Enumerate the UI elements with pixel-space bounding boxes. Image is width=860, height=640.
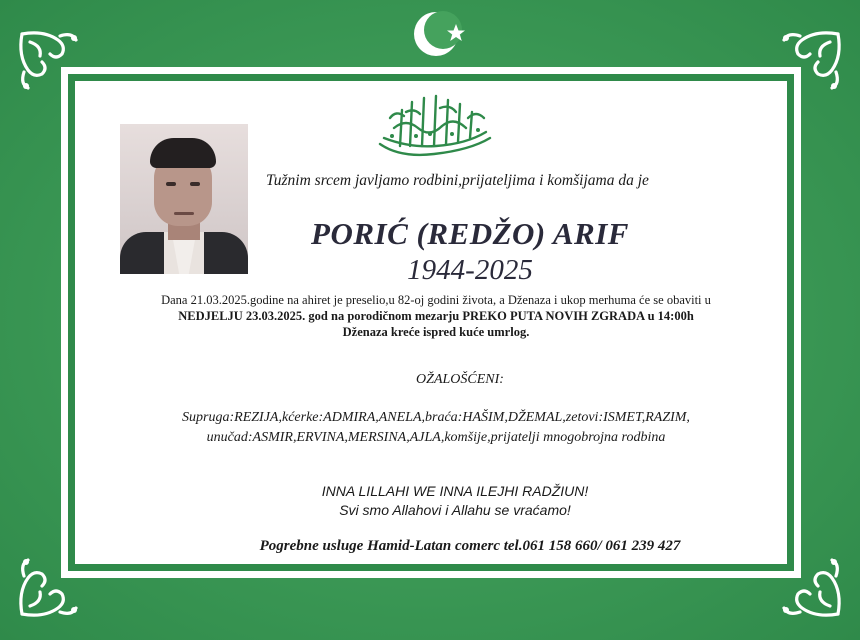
- mourners-title: OŽALOŠĆENI:: [416, 372, 504, 387]
- mourners-line: unučad:ASMIR,ERVINA,MERSINA,AJLA,komšije,prijatelji mnogobrojna rodbina: [206, 430, 666, 445]
- funeral-service-footer: Pogrebne usluge Hamid-Latan comerc tel.061 158 660/ 061 239 427: [259, 538, 681, 554]
- notice-line: Dženaza kreće ispred kuće umrlog.: [342, 325, 530, 339]
- mourners-list: [96, 408, 776, 448]
- deceased-photo: [120, 124, 248, 274]
- prayer-line: INNA LILLAHI WE INNA ILEJHI RADŽIUN!: [321, 483, 589, 499]
- prayer-line: Svi smo Allahovi i Allahu se vraćamo!: [339, 502, 571, 518]
- arabic-calligraphy-icon: [370, 88, 500, 166]
- mourners-line: Supruga:REZIJA,kćerke:ADMIRA,ANELA,braća:HAŠIM,DŽEMAL,zetovi:ISMET,RAZIM,: [182, 410, 690, 425]
- deceased-name: PORIĆ (REDŽO) ARIF: [311, 216, 629, 251]
- prayer-text: [260, 482, 650, 520]
- intro-text: Tužnim srcem javljamo rodbini,prijateljima i komšijama da je: [266, 172, 649, 189]
- funeral-notice: [96, 292, 776, 340]
- notice-line: Dana 21.03.2025.godine na ahiret je preselio,u 82-oj godini života, a Dženaza i ukop merhuma će se obaviti u: [161, 293, 711, 307]
- notice-line: NEDJELJU 23.03.2025. god na porodičnom mezarju PREKO PUTA NOVIH ZGRADA u 14:00h: [178, 309, 694, 323]
- deceased-years: 1944-2025: [407, 254, 533, 286]
- crescent-star-icon: [410, 6, 470, 62]
